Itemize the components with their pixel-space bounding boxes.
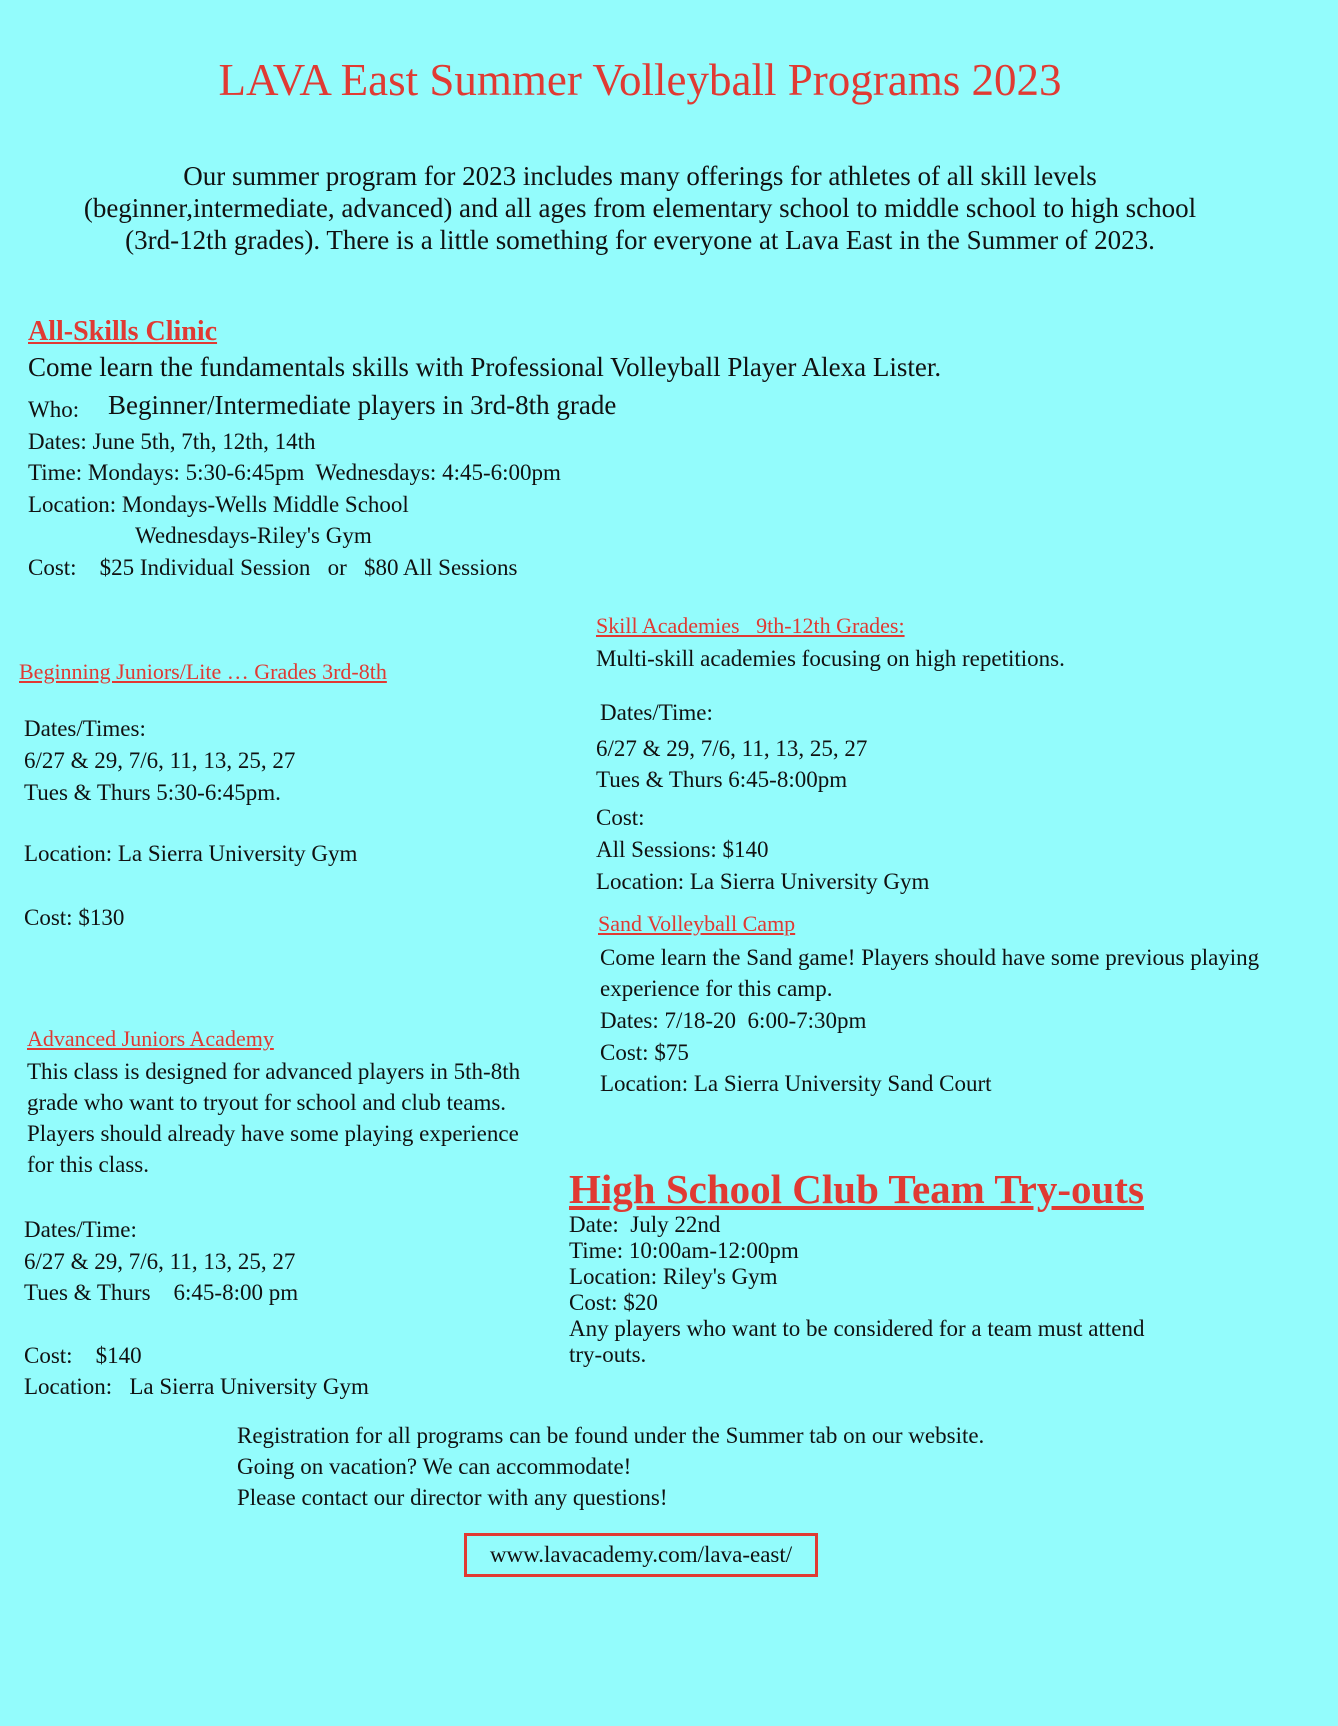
website-link[interactable]: www.lavacademy.com/lava-east/ xyxy=(464,1533,818,1577)
tryouts-note: Any players who want to be considered for a team must attend try-outs. xyxy=(569,1316,1145,1367)
tryouts-date: Date: July 22nd xyxy=(569,1212,721,1237)
footer-registration: Registration for all programs can be found under the Summer tab on our website. xyxy=(237,1423,985,1448)
skill-academies-cost: All Sessions: $140 xyxy=(596,837,769,862)
beginning-juniors-cost: Cost: $130 xyxy=(24,905,125,930)
beginning-juniors-heading: Beginning Juniors/Lite … Grades 3rd-8th xyxy=(19,659,387,684)
page-title: LAVA East Summer Volleyball Programs 2023 xyxy=(218,55,1062,105)
tryouts-time: Time: 10:00am-12:00pm xyxy=(569,1238,799,1263)
skill-academies-cost-label: Cost: xyxy=(596,805,645,830)
advanced-juniors-time: Tues & Thurs 6:45-8:00 pm xyxy=(24,1280,299,1305)
beginning-juniors-time: Tues & Thurs 5:30-6:45pm. xyxy=(24,780,281,805)
sand-camp-description: Come learn the Sand game! Players should have some previous playing experience for this camp. xyxy=(600,945,1260,1001)
beginning-juniors-dates-label: Dates/Times: xyxy=(24,716,146,741)
all-skills-cost: Cost: $25 Individual Session or $80 All Sessions xyxy=(28,555,518,580)
beginning-juniors-location: Location: La Sierra University Gym xyxy=(24,841,358,866)
advanced-juniors-dates-label: Dates/Time: xyxy=(24,1217,137,1242)
all-skills-description: Come learn the fundamentals skills with Professional Volleyball Player Alexa Lister. xyxy=(28,352,942,382)
sand-camp-location: Location: La Sierra University Sand Court xyxy=(600,1071,992,1096)
tryouts-cost: Cost: $20 xyxy=(569,1290,658,1315)
skill-academies-description: Multi-skill academies focusing on high repetitions. xyxy=(596,646,1065,671)
tryouts-heading: High School Club Team Try-outs xyxy=(569,1166,1144,1212)
sand-camp-cost: Cost: $75 xyxy=(600,1040,689,1065)
skill-academies-location: Location: La Sierra University Gym xyxy=(596,869,930,894)
skill-academies-dates-label: Dates/Time: xyxy=(600,700,713,725)
all-skills-location-1: Location: Mondays-Wells Middle School xyxy=(28,492,409,517)
intro-paragraph: Our summer program for 2023 includes many offerings for athletes of all skill levels (beginner,intermediate, advanced) and all ages from elementary school to middle school to high school (3rd-12th grades). There is a little something for everyone at Lava East in the Summer of 2023. xyxy=(83,161,1197,255)
all-skills-who-label: Who: xyxy=(28,397,80,422)
all-skills-heading: All-Skills Clinic xyxy=(28,316,218,347)
skill-academies-dates: 6/27 & 29, 7/6, 11, 13, 25, 27 xyxy=(596,736,868,761)
footer-vacation: Going on vacation? We can accommodate! xyxy=(237,1454,632,1479)
beginning-juniors-dates: 6/27 & 29, 7/6, 11, 13, 25, 27 xyxy=(24,748,296,773)
all-skills-who-value: Beginner/Intermediate players in 3rd-8th grade xyxy=(108,390,617,420)
skill-academies-heading: Skill Academies 9th-12th Grades: xyxy=(596,613,905,638)
sand-camp-heading: Sand Volleyball Camp xyxy=(598,911,796,936)
skill-academies-time: Tues & Thurs 6:45-8:00pm xyxy=(596,767,848,792)
sand-camp-dates: Dates: 7/18-20 6:00-7:30pm xyxy=(600,1008,867,1033)
tryouts-location: Location: Riley's Gym xyxy=(569,1264,778,1289)
advanced-juniors-dates: 6/27 & 29, 7/6, 11, 13, 25, 27 xyxy=(24,1249,296,1274)
advanced-juniors-cost: Cost: $140 xyxy=(24,1343,142,1368)
all-skills-time: Time: Mondays: 5:30-6:45pm Wednesdays: 4:45-6:00pm xyxy=(28,460,561,485)
all-skills-dates: Dates: June 5th, 7th, 12th, 14th xyxy=(28,429,316,454)
footer-contact: Please contact our director with any questions! xyxy=(237,1485,668,1510)
all-skills-location-2: Wednesdays-Riley's Gym xyxy=(135,523,372,548)
advanced-juniors-description: This class is designed for advanced players in 5th-8th grade who want to tryout for school and club teams. Players should already have some playing experience for this class. xyxy=(27,1059,521,1177)
advanced-juniors-location: Location: La Sierra University Gym xyxy=(24,1374,369,1399)
advanced-juniors-heading: Advanced Juniors Academy xyxy=(27,1026,274,1051)
